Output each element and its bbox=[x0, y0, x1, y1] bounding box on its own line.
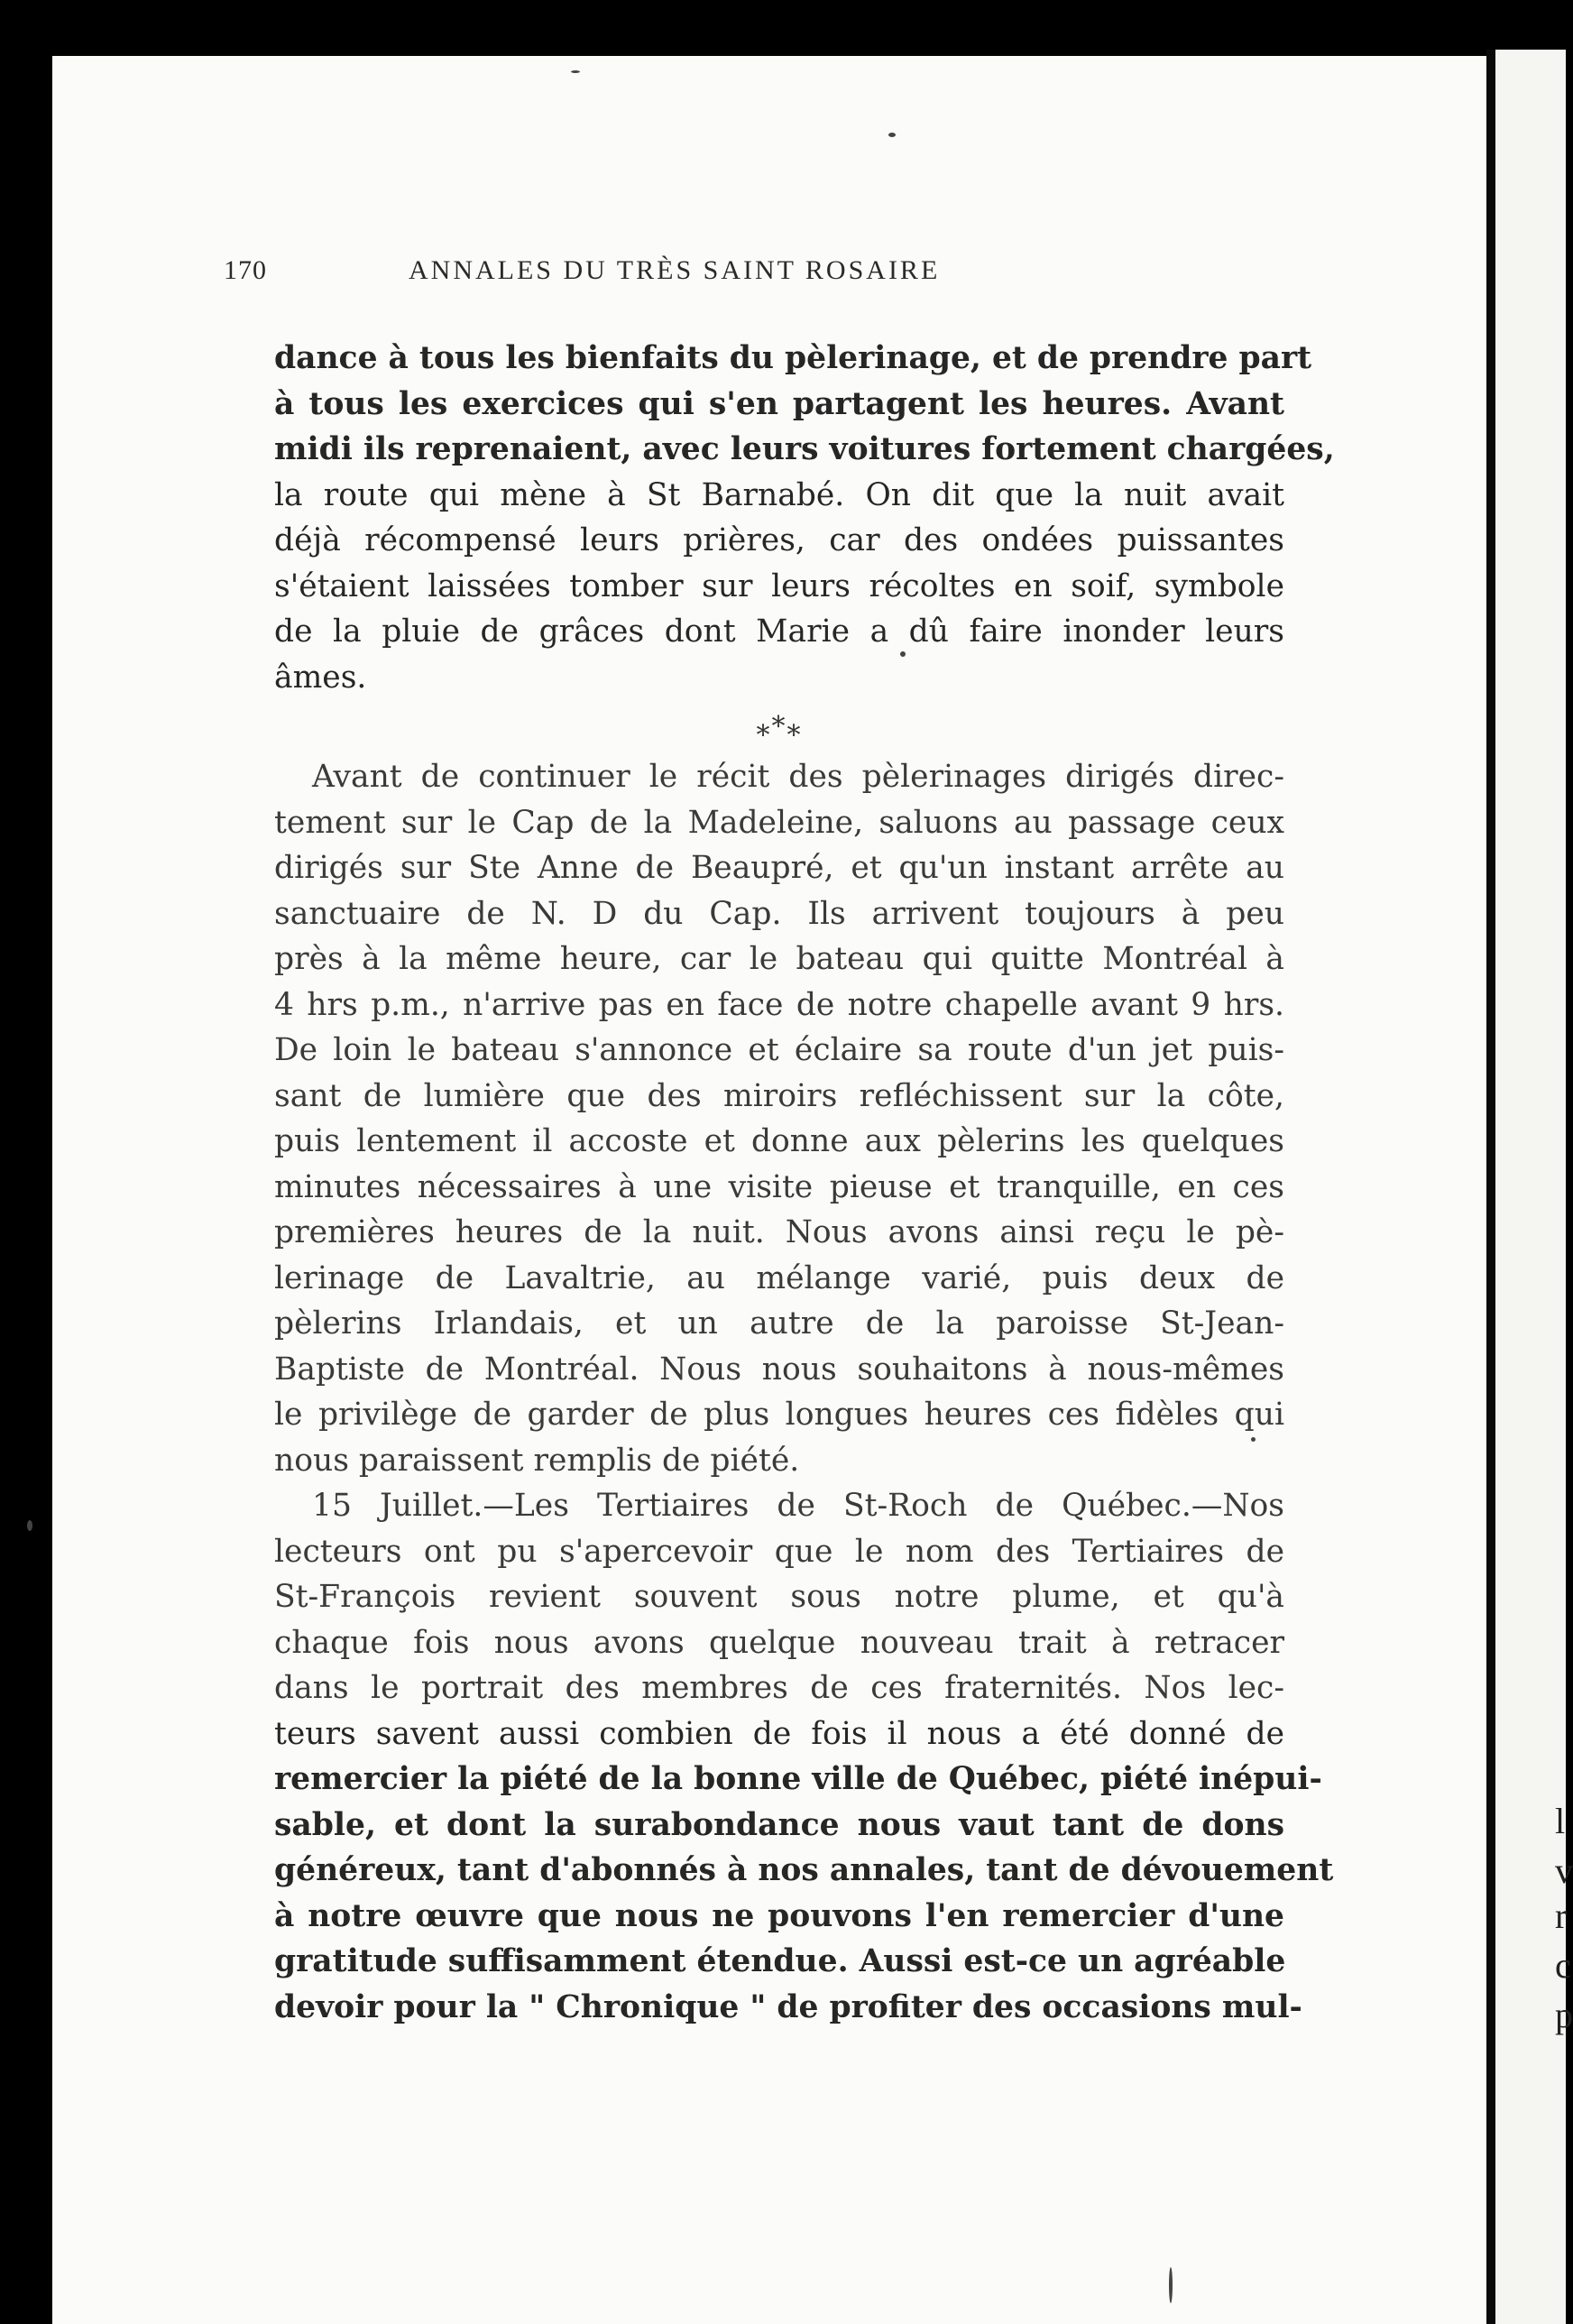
text-line: le privilège de garder de plus longues heures ces fidèles qui bbox=[274, 1397, 1284, 1433]
facing-page-letter: v bbox=[1555, 1850, 1573, 1891]
paragraph bbox=[274, 336, 1335, 700]
text-line: près à la même heure, car le bateau qui quitte Montréal à bbox=[274, 941, 1284, 977]
text-line: âmes. bbox=[274, 659, 367, 696]
text-line: sant de lumière que des miroirs refléchissent sur la côte, bbox=[274, 1077, 1284, 1114]
page-gutter-shadow bbox=[1486, 50, 1495, 2324]
text-line: remercier la piété de la bonne ville de Québec, piété inépui- bbox=[274, 1761, 1322, 1797]
text-line: de la pluie de grâces dont Marie a dû faire inonder leurs bbox=[274, 613, 1284, 650]
text-line: tement sur le Cap de la Madeleine, saluons au passage ceux bbox=[274, 804, 1284, 841]
text-line: minutes nécessaires à une visite pieuse et tranquille, en ces bbox=[274, 1168, 1284, 1205]
text-line: s'étaient laissées tomber sur leurs récoltes en soif, symbole bbox=[274, 567, 1284, 604]
facing-page-letter: p bbox=[1555, 1995, 1573, 2035]
facing-page-letter: c bbox=[1555, 1945, 1571, 1986]
text-line: pèlerins Irlandais, et un autre de la paroisse St-Jean- bbox=[274, 1305, 1284, 1342]
page-number: 170 bbox=[224, 255, 267, 285]
text-line: généreux, tant d'abonnés à nos annales, tant de dévouement bbox=[274, 1852, 1334, 1888]
running-header bbox=[224, 255, 1126, 286]
asterism-divider: ⁎*⁎ bbox=[756, 711, 803, 742]
speck bbox=[571, 70, 580, 73]
body-text bbox=[274, 336, 1335, 2030]
text-line: St-François revient souvent sous notre plume, et qu'à bbox=[274, 1579, 1284, 1615]
running-title: ANNALES DU TRÈS SAINT ROSAIRE bbox=[409, 255, 941, 285]
speck bbox=[888, 133, 896, 137]
speck bbox=[1251, 1437, 1256, 1442]
text-line: la route qui mène à St Barnabé. On dit que la nuit avait bbox=[274, 476, 1284, 513]
text-line: Avant de continuer le récit des pèlerinages dirigés direc- bbox=[312, 759, 1284, 795]
text-line: lerinage de Lavaltrie, au mélange varié, puis deux de bbox=[274, 1259, 1284, 1296]
text-line: 15 Juillet.—Les Tertiaires de St-Roch de Québec.—Nos bbox=[312, 1488, 1284, 1524]
speck bbox=[27, 1520, 32, 1531]
text-line: lecteurs ont pu s'apercevoir que le nom des Tertiaires de bbox=[274, 1533, 1284, 1570]
text-line: midi ils reprenaient, avec leurs voitures fortement chargées, bbox=[274, 431, 1335, 467]
text-line: Baptiste de Montréal. Nous nous souhaitons à nous-mêmes bbox=[274, 1351, 1284, 1388]
facing-page-letter: r bbox=[1555, 1895, 1568, 1936]
text-line: à tous les exercices qui s'en partagent les heures. Avant bbox=[274, 385, 1284, 422]
text-line: premières heures de la nuit. Nous avons ainsi reçu le pè- bbox=[274, 1214, 1284, 1250]
text-line: à notre œuvre que nous ne pouvons l'en remercier d'une bbox=[274, 1897, 1284, 1934]
text-line: 4 hrs p.m., n'arrive pas en face de notre chapelle avant 9 hrs. bbox=[274, 986, 1284, 1023]
speck bbox=[900, 651, 906, 657]
text-line: De loin le bateau s'annonce et éclaire sa route d'un jet puis- bbox=[274, 1032, 1284, 1068]
text-line: nous paraissent remplis de piété. bbox=[274, 1442, 800, 1479]
text-line: dirigés sur Ste Anne de Beaupré, et qu'un instant arrête au bbox=[274, 850, 1284, 886]
text-line: déjà récompensé leurs prières, car des ondées puissantes bbox=[274, 522, 1284, 558]
paragraph bbox=[274, 1483, 1334, 2030]
text-line: puis lentement il accoste et donne aux pèlerins les quelques bbox=[274, 1123, 1284, 1159]
text-line: dans le portrait des membres de ces fraternités. Nos lec- bbox=[274, 1670, 1284, 1706]
facing-page-letter: l bbox=[1555, 1801, 1566, 1841]
text-line: dance à tous les bienfaits du pèlerinage, et de prendre part bbox=[274, 340, 1312, 376]
text-line: chaque fois nous avons quelque nouveau trait à retracer bbox=[274, 1624, 1284, 1661]
text-line: sanctuaire de N. D du Cap. Ils arrivent toujours à peu bbox=[274, 895, 1284, 932]
speck bbox=[1169, 2267, 1173, 2303]
text-line: gratitude suffisamment étendue. Aussi est-ce un agréable bbox=[274, 1943, 1286, 1979]
text-line: teurs savent aussi combien de fois il nous a été donné de bbox=[274, 1715, 1284, 1752]
text-line: sable, et dont la surabondance nous vaut tant de dons bbox=[274, 1806, 1284, 1843]
text-line: devoir pour la " Chronique " de profiter des occasions mul- bbox=[274, 1988, 1302, 2025]
paragraph bbox=[274, 754, 1284, 1483]
